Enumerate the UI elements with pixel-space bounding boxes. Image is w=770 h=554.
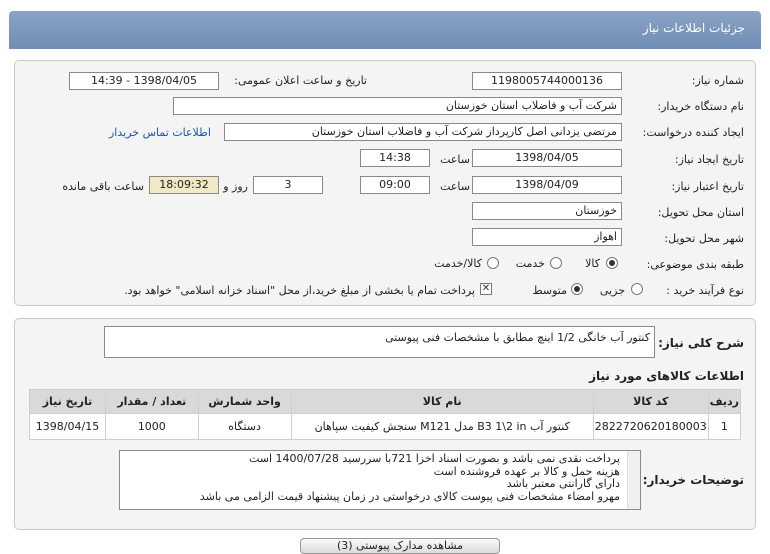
cell-name: کنتور آب B3 1\2 in مدل M121 سنجش کیفیت سپاهان bbox=[291, 414, 593, 440]
treasury-payment-checkbox[interactable]: ✕ bbox=[481, 283, 491, 294]
process-medium-radio[interactable] bbox=[571, 283, 583, 295]
cell-quantity: 1000 bbox=[106, 414, 199, 440]
category-both-label: کالا/خدمت bbox=[434, 257, 482, 270]
created-date-label: تاریخ ایجاد نیاز: bbox=[674, 153, 744, 166]
category-both-radio[interactable] bbox=[487, 257, 499, 269]
province-field: خوزستان bbox=[472, 202, 622, 220]
goods-table bbox=[29, 389, 741, 440]
process-minor-radio[interactable] bbox=[631, 283, 643, 295]
created-date-field: 1398/04/05 bbox=[472, 149, 622, 167]
col-name: نام کالا bbox=[291, 390, 593, 414]
note-line: هزینه حمل و کالا بر عهده فروشنده است bbox=[433, 464, 620, 478]
col-date: تاریخ نیاز bbox=[30, 390, 106, 414]
buyer-notes-label: توضیحات خریدار: bbox=[642, 473, 744, 487]
category-label: طبقه بندی موضوعی: bbox=[646, 258, 744, 271]
table-header-row bbox=[30, 390, 741, 414]
buyer-field: شرکت آب و فاضلاب استان خوزستان bbox=[173, 97, 622, 115]
summary-label: شرح کلی نیاز: bbox=[658, 336, 744, 350]
table-row[interactable] bbox=[30, 414, 741, 440]
note-line: پرداخت نقدی نمی باشد و بصورت اسناد اخزا 721با سررسید 1400/07/28 است bbox=[248, 452, 620, 465]
announce-field: 1398/04/05 - 14:39 bbox=[69, 72, 219, 90]
category-service-radio[interactable] bbox=[550, 257, 562, 269]
page-title-bar bbox=[9, 11, 761, 49]
summary-field: کنتور آب خانگی 1/2 اینچ مطابق با مشخصات فنی پیوستی bbox=[104, 326, 655, 358]
created-time-field: 14:38 bbox=[360, 149, 430, 167]
valid-date-field: 1398/04/09 bbox=[472, 176, 622, 194]
col-code: کد کالا bbox=[593, 390, 708, 414]
buyer-contact-link[interactable]: اطلاعات تماس خریدار bbox=[109, 126, 211, 139]
note-line: دارای گارانتی معتبر باشد bbox=[506, 477, 620, 490]
requester-label: ایجاد کننده درخواست: bbox=[642, 126, 744, 139]
page-title: جزئیات اطلاعات نیاز bbox=[642, 21, 745, 35]
days-remaining-field: 3 bbox=[253, 176, 323, 194]
treasury-payment-note: پرداخت تمام یا بخشی از مبلغ خرید،از محل "اسناد خزانه اسلامی" خواهد بود. bbox=[124, 284, 475, 297]
view-attachments-button[interactable]: مشاهده مدارک پیوستی (3) bbox=[300, 538, 500, 554]
cell-unit: دستگاه bbox=[198, 414, 291, 440]
valid-date-label: تاریخ اعتبار نیاز: bbox=[671, 180, 744, 193]
process-minor-label: جزیی bbox=[599, 284, 625, 297]
announce-label: تاریخ و ساعت اعلان عمومی: bbox=[234, 74, 367, 87]
days-label: روز و bbox=[223, 180, 248, 193]
buyer-notes-box[interactable] bbox=[119, 450, 641, 510]
city-field: اهواز bbox=[472, 228, 622, 246]
created-time-label: ساعت bbox=[440, 153, 470, 166]
col-row: ردیف bbox=[708, 390, 740, 414]
process-label: نوع فرآیند خرید : bbox=[666, 284, 744, 297]
col-unit: واحد شمارش bbox=[198, 390, 291, 414]
notes-scrollbar[interactable] bbox=[627, 451, 640, 509]
need-number-label: شماره نیاز: bbox=[691, 74, 744, 87]
goods-section-title: اطلاعات کالاهای مورد نیاز bbox=[589, 369, 744, 383]
time-remaining-label: ساعت باقی مانده bbox=[62, 180, 144, 193]
category-service-label: خدمت bbox=[515, 257, 545, 270]
category-goods-label: کالا bbox=[585, 257, 600, 270]
province-label: استان محل تحویل: bbox=[657, 206, 744, 219]
cell-date: 1398/04/15 bbox=[30, 414, 106, 440]
note-line: مهرو امضاء مشخصات فنی پیوست کالای درخواستی در زمان پیشنهاد قیمت الزامی می باشد bbox=[199, 489, 620, 503]
col-quantity: تعداد / مقدار bbox=[106, 390, 199, 414]
process-medium-label: متوسط bbox=[532, 284, 567, 297]
valid-time-field: 09:00 bbox=[360, 176, 430, 194]
requester-field: مرتضی یزدانی اصل کارپرداز شرکت آب و فاضلاب استان خوزستان bbox=[224, 123, 622, 141]
need-number-field: 1198005744000136 bbox=[472, 72, 622, 90]
time-remaining-field: 18:09:32 bbox=[149, 176, 219, 194]
city-label: شهر محل تحویل: bbox=[664, 232, 744, 245]
category-goods-radio[interactable] bbox=[606, 257, 618, 269]
cell-code: 2822720620180003 bbox=[593, 414, 708, 440]
valid-time-label: ساعت bbox=[440, 180, 470, 193]
cell-row: 1 bbox=[708, 414, 740, 440]
buyer-label: نام دستگاه خریدار: bbox=[657, 100, 744, 113]
